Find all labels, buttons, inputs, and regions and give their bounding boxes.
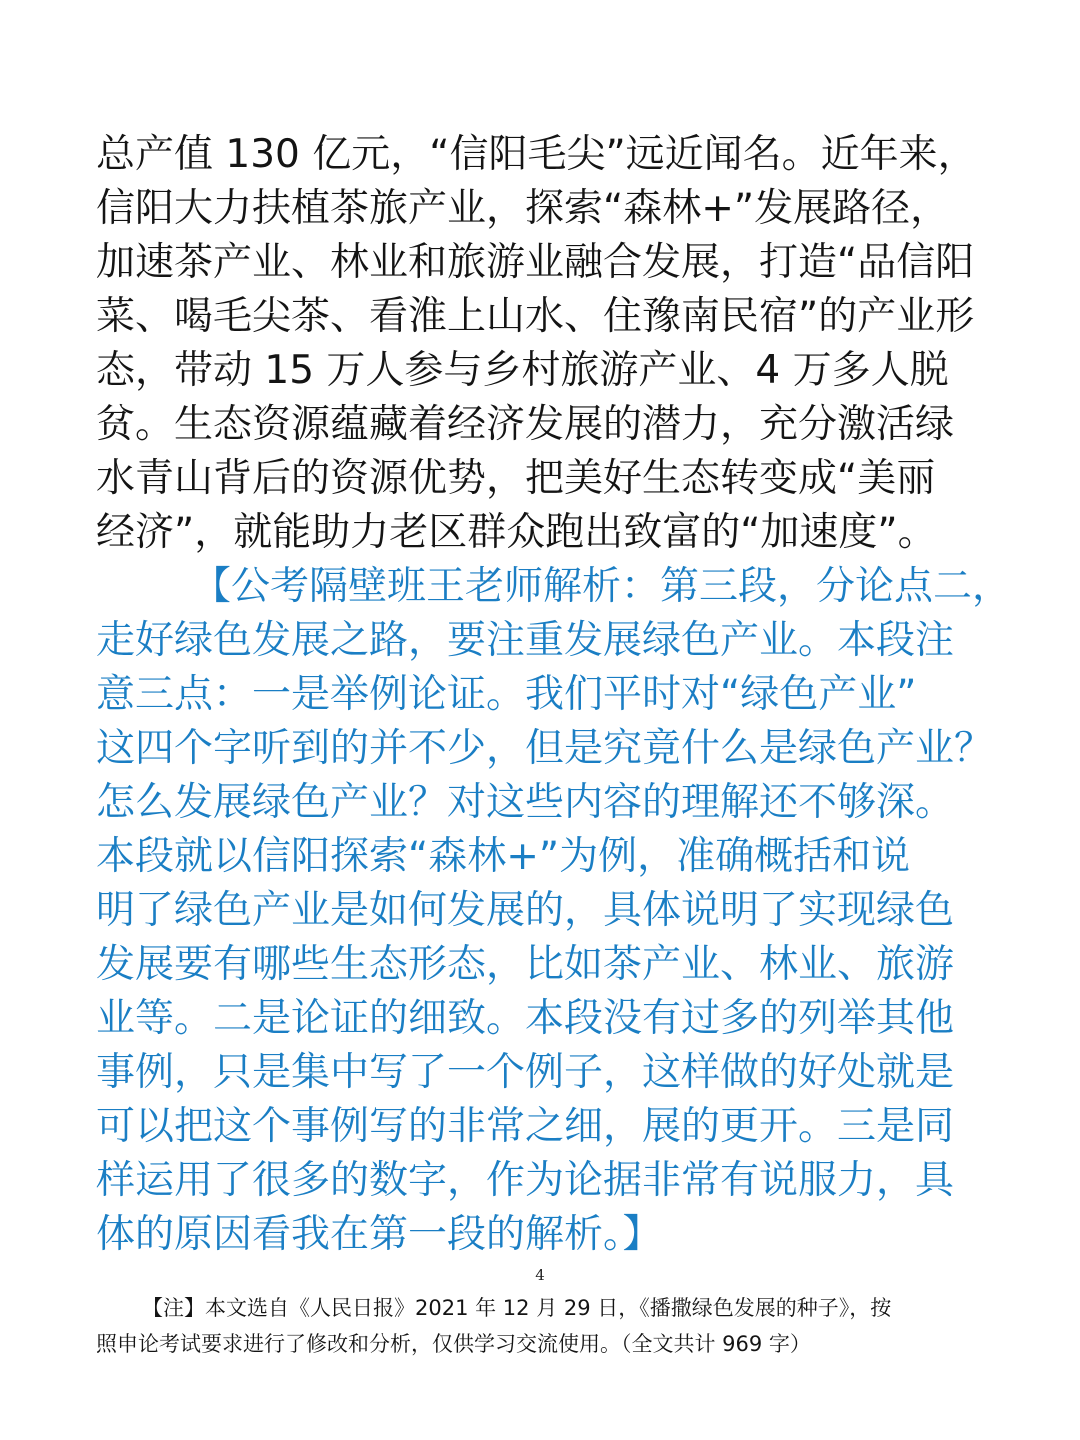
body-line: 总产值 130 亿元，“信阳毛尖”远近闻名。近年来， (96, 132, 977, 177)
analysis-line: 事例，只是集中写了一个例子，这样做的好处就是 (96, 1050, 955, 1095)
analysis-line: 业等。二是论证的细致。本段没有过多的列举其他 (96, 996, 955, 1041)
page-number: 4 (535, 1266, 545, 1284)
body-line: 加速茶产业、林业和旅游业融合发展，打造“品信阳 (96, 240, 975, 285)
body-line: 信阳大力扶植茶旅产业，探索“森林+”发展路径， (96, 186, 950, 231)
analysis-line: 走好绿色发展之路，要注重发展绿色产业。本段注 (96, 618, 955, 663)
body-line: 态，带动 15 万人参与乡村旅游产业、4 万多人脱 (96, 348, 949, 393)
analysis-line: 样运用了很多的数字，作为论据非常有说服力，具 (96, 1158, 955, 1203)
analysis-line: 发展要有哪些生态形态，比如茶产业、林业、旅游 (96, 942, 955, 987)
analysis-line: 明了绿色产业是如何发展的，具体说明了实现绿色 (96, 888, 955, 933)
analysis-line: 体的原因看我在第一段的解析。】 (96, 1212, 662, 1257)
body-line: 水青山背后的资源优势，把美好生态转变成“美丽 (96, 456, 936, 501)
body-line: 贫。生态资源蕴藏着经济发展的潜力，充分激活绿 (96, 402, 955, 447)
footnote-line: 照申论考试要求进行了修改和分析，仅供学习交流使用。（全文共计 969 字） (96, 1332, 811, 1356)
body-paragraph (96, 128, 988, 560)
body-line: 菜、喝毛尖茶、看淮上山水、住豫南民宿”的产业形 (96, 294, 975, 339)
document-body (96, 128, 1012, 1262)
analysis-paragraph (96, 560, 1012, 1262)
analysis-line: 【公考隔壁班王老师解析：第三段，分论点二， (192, 564, 1012, 609)
footnote (96, 1290, 988, 1362)
analysis-line: 本段就以信阳探索“森林+”为例，准确概括和说 (96, 834, 911, 879)
analysis-line: 意三点：一是举例论证。我们平时对“绿色产业” (96, 672, 917, 717)
body-line: 经济”，就能助力老区群众跑出致富的“加速度”。 (96, 510, 937, 555)
footnote-line: 【注】本文选自《人民日报》2021 年 12 月 29 日，《播撒绿色发展的种子》，按 (142, 1296, 892, 1320)
analysis-line: 怎么发展绿色产业？对这些内容的理解还不够深。 (96, 780, 955, 825)
analysis-line: 这四个字听到的并不少，但是究竟什么是绿色产业？ (96, 726, 994, 771)
analysis-line: 可以把这个事例写的非常之细，展的更开。三是同 (96, 1104, 955, 1149)
